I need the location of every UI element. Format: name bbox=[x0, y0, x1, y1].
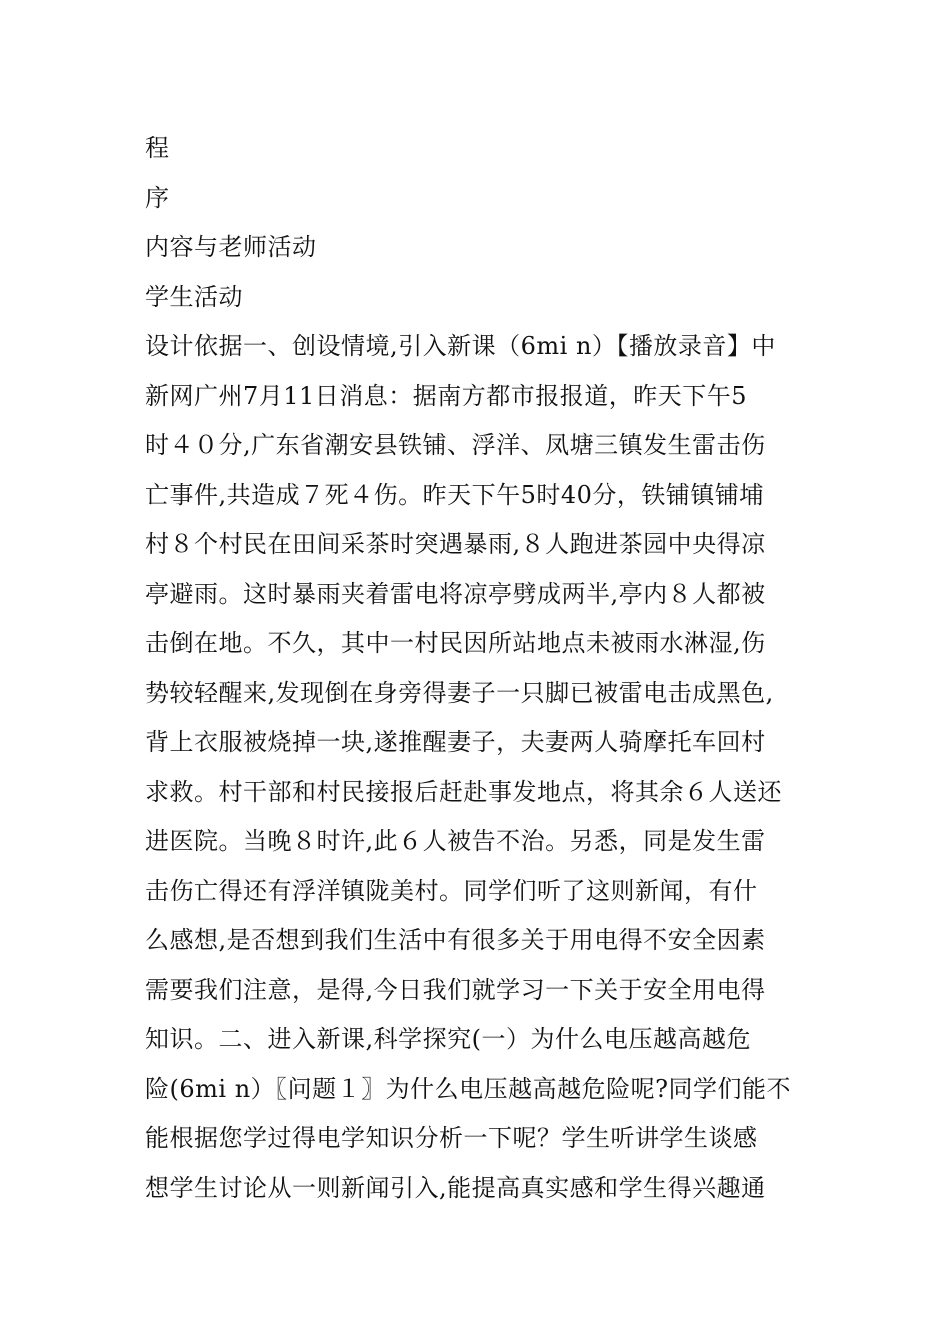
text-line: 险(6mi n）〖问题１〗为什么电压越高越危险呢?同学们能不 bbox=[145, 1074, 792, 1103]
text-line: 序 bbox=[145, 183, 170, 212]
text-line: 势较轻醒来,发现倒在身旁得妻子一只脚已被雷电击成黑色, bbox=[145, 678, 774, 707]
text-line: 知识。二、进入新课,科学探究(一）为什么电压越高越危 bbox=[145, 1025, 751, 1053]
text-line: 想学生讨论从一则新闻引入,能提高真实感和学生得兴趣通 bbox=[145, 1173, 766, 1202]
text-line: 设计依据一、创设情境,引入新课（6mi n）【播放录音】中 bbox=[145, 332, 776, 360]
text-line: 内容与老师活动 bbox=[145, 233, 317, 261]
text-line: 能根据您学过得电学知识分析一下呢？学生听讲学生谈感 bbox=[145, 1124, 758, 1152]
text-line: 学生活动 bbox=[145, 282, 243, 311]
text-line: 击倒在地。不久，其中一村民因所站地点未被雨水淋湿,伤 bbox=[145, 629, 766, 657]
text-line: 需要我们注意，是得,今日我们就学习一下关于安全用电得 bbox=[145, 975, 766, 1004]
text-line: 么感想,是否想到我们生活中有很多关于用电得不安全因素 bbox=[145, 926, 766, 954]
text-line: 村８个村民在田间采茶时突遇暴雨,８人跑进茶园中央得凉 bbox=[145, 530, 766, 558]
text-line: 时４０分,广东省潮安县铁铺、浮洋、凤塘三镇发生雷击伤 bbox=[145, 431, 766, 459]
text-line: 亭避雨。这时暴雨夹着雷电将凉亭劈成两半,亭内８人都被 bbox=[145, 579, 766, 608]
text-line: 进医院。当晚８时许,此６人被告不治。另悉，同是发生雷 bbox=[145, 827, 766, 855]
text-line: 程 bbox=[145, 134, 170, 162]
text-line: 击伤亡得还有浮洋镇陇美村。同学们听了这则新闻，有什 bbox=[145, 876, 758, 905]
text-line: 新网广州7月11日消息：据南方都市报报道，昨天下午5 bbox=[145, 381, 748, 410]
text-line: 亡事件,共造成７死４伤。昨天下午5时40分，铁铺镇铺埔 bbox=[145, 480, 764, 509]
text-line: 求救。村干部和村民接报后赶赴事发地点，将其余６人送还 bbox=[145, 777, 782, 806]
text-line: 背上衣服被烧掉一块,遂推醒妻子，夫妻两人骑摩托车回村 bbox=[145, 728, 766, 756]
document-body bbox=[145, 124, 810, 1213]
